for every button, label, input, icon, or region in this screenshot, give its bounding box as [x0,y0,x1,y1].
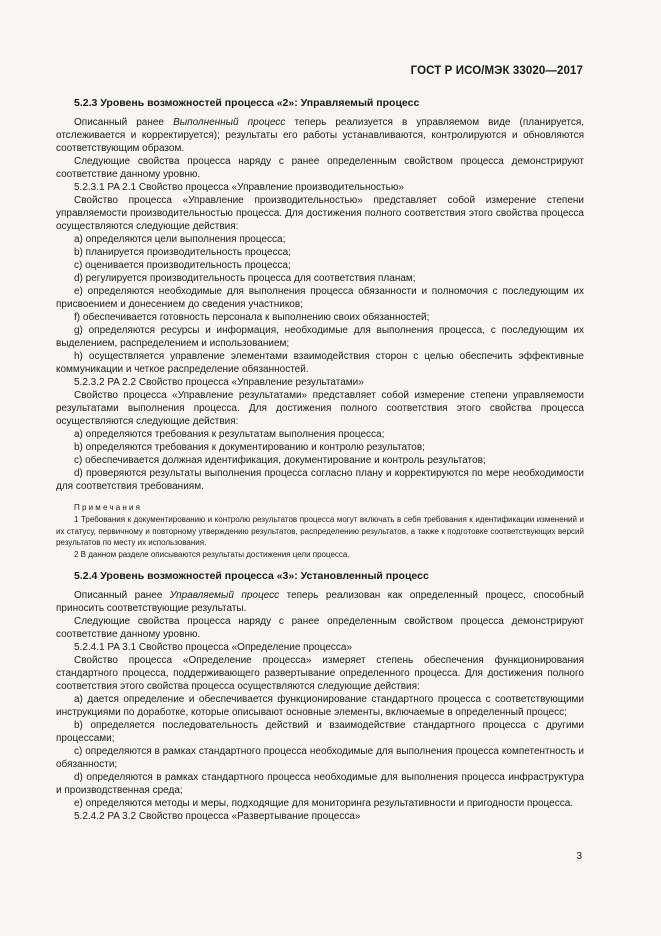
paragraph-pa21-intro: Свойство процесса «Управление производительностью» представляет собой измерение степени управляемости производительностью процесса. Для достижения полного соответствия этого свойства процесса осуществляются следующие действия: [56,195,584,232]
list-item: a) определяются цели выполнения процесса; [74,234,286,245]
intro-text-end: теперь реализуется в управляемом виде (планируется, отслеживается и корректируется); результаты его работы устанавливаются, контролируются и обновляются соответствующим образом. [56,117,585,154]
note-item: 2 В данном разделе описываются результаты достижения цели процесса. [74,549,350,559]
paragraph-following: Следующие свойства процесса наряду с ранее определенным свойством процесса демонстрируют соответствие данному уровню. [56,156,584,180]
list-item: d) определяются в рамках стандартного процесса необходимые для выполнения процесса инфраструктура и производственная среда; [56,772,584,796]
subsection-title-pa31: 5.2.4.1 PA 3.1 Свойство процесса «Определение процесса» [74,642,353,653]
list-item: c) определяются в рамках стандартного процесса необходимые для выполнения процесса компетентность и обязанности; [56,746,584,770]
list-item: h) осуществляется управление элементами взаимодействия сторон с целью обеспечить эффективные коммуникации и четкое распределение обязанностей. [56,351,584,375]
document-body [56,96,584,823]
list-item: c) обеспечивается должная идентификация, документирование и контроль результатов; [74,455,486,466]
list-item: e) определяются методы и меры, подходящие для мониторинга результативности и пригодности процесса. [74,798,574,809]
paragraph-intro-5-2-3 [56,116,584,155]
notes-title: Примечания [74,503,143,512]
intro-text-end: теперь реализован как определенный процесс, способный приносить соответствующие результаты. [56,590,585,614]
page-number: 3 [576,851,582,862]
section-heading-5-2-3: 5.2.3 Уровень возможностей процесса «2»: Управляемый процесс [74,97,420,109]
paragraph-pa22-intro: Свойство процесса «Управление результатами» представляет собой измерение степени управляемости результатами выполнения процесса. Для достижения полного соответствия этого свойства процесса осуществляются следующие действия: [56,390,584,427]
section-heading-5-2-4: 5.2.4 Уровень возможностей процесса «3»: Установленный процесс [74,570,429,582]
intro-emphasis: Выполненный процесс [173,117,286,128]
list-item: d) проверяются результаты выполнения процесса согласно плану и корректируются по мере необходимости для соответствия требованиям. [56,468,584,492]
note-item: 1 Требования к документированию и контролю результатов процесса могут включать в себя требования к идентификации изменений и их статусу, первичному и повторному утверждению результатов, распределению результатов, а также к подготовке соответствующих версий результатов по месту их использования. [56,515,584,547]
paragraph-following: Следующие свойства процесса наряду с ранее определенным свойством процесса демонстрируют соответствие данному уровню. [56,616,584,640]
list-item: b) планируется производительность процесса; [74,247,291,258]
intro-text: Описанный ранее [74,117,174,128]
subsection-title-pa21: 5.2.3.1 PA 2.1 Свойство процесса «Управление производительностью» [74,182,404,193]
document-header: ГОСТ Р ИСО/МЭК 33020—2017 [410,65,583,77]
intro-emphasis: Управляемый процесс [169,590,280,601]
paragraph-intro-5-2-4 [56,589,584,615]
subsection-title-pa22: 5.2.3.2 PA 2.2 Свойство процесса «Управление результатами» [74,377,364,388]
intro-text: Описанный ранее [74,590,170,601]
list-item: g) определяются ресурсы и информация, необходимые для выполнения процесса, с последующим их выделением, распределением и использованием; [56,325,584,349]
list-item: e) определяются необходимые для выполнения процесса обязанности и полномочия с последующим их присвоением и донесением до сведения участников; [56,286,584,310]
list-item: c) оценивается производительность процесса; [74,260,291,271]
list-item: d) регулируется производительность процесса для соответствия планам; [74,273,416,284]
list-item: f) обеспечивается готовность персонала к выполнению своих обязанностей; [74,312,430,323]
list-item: a) дается определение и обеспечивается функционирование стандартного процесса с соответствующими инструкциями по доработке, которые описывают основные элементы, включаемые в определенный процесс; [56,694,584,718]
list-item: a) определяются требования к результатам выполнения процесса; [74,429,385,440]
list-item: b) определяются требования к документированию и контролю результатов; [74,442,425,453]
list-item: b) определяется последовательность действий и взаимодействие стандартного процесса с другими процессами; [56,720,584,744]
paragraph-pa31-intro: Свойство процесса «Определение процесса» измеряет степень обеспечения функционирования стандартного процесса, поддерживающего развертывание определенного процесса. Для достижения полного соответствия этого свойства процесса осуществляются следующие действия: [56,655,584,692]
subsection-title-pa32: 5.2.4.2 PA 3.2 Свойство процесса «Развертывание процесса» [74,811,361,822]
